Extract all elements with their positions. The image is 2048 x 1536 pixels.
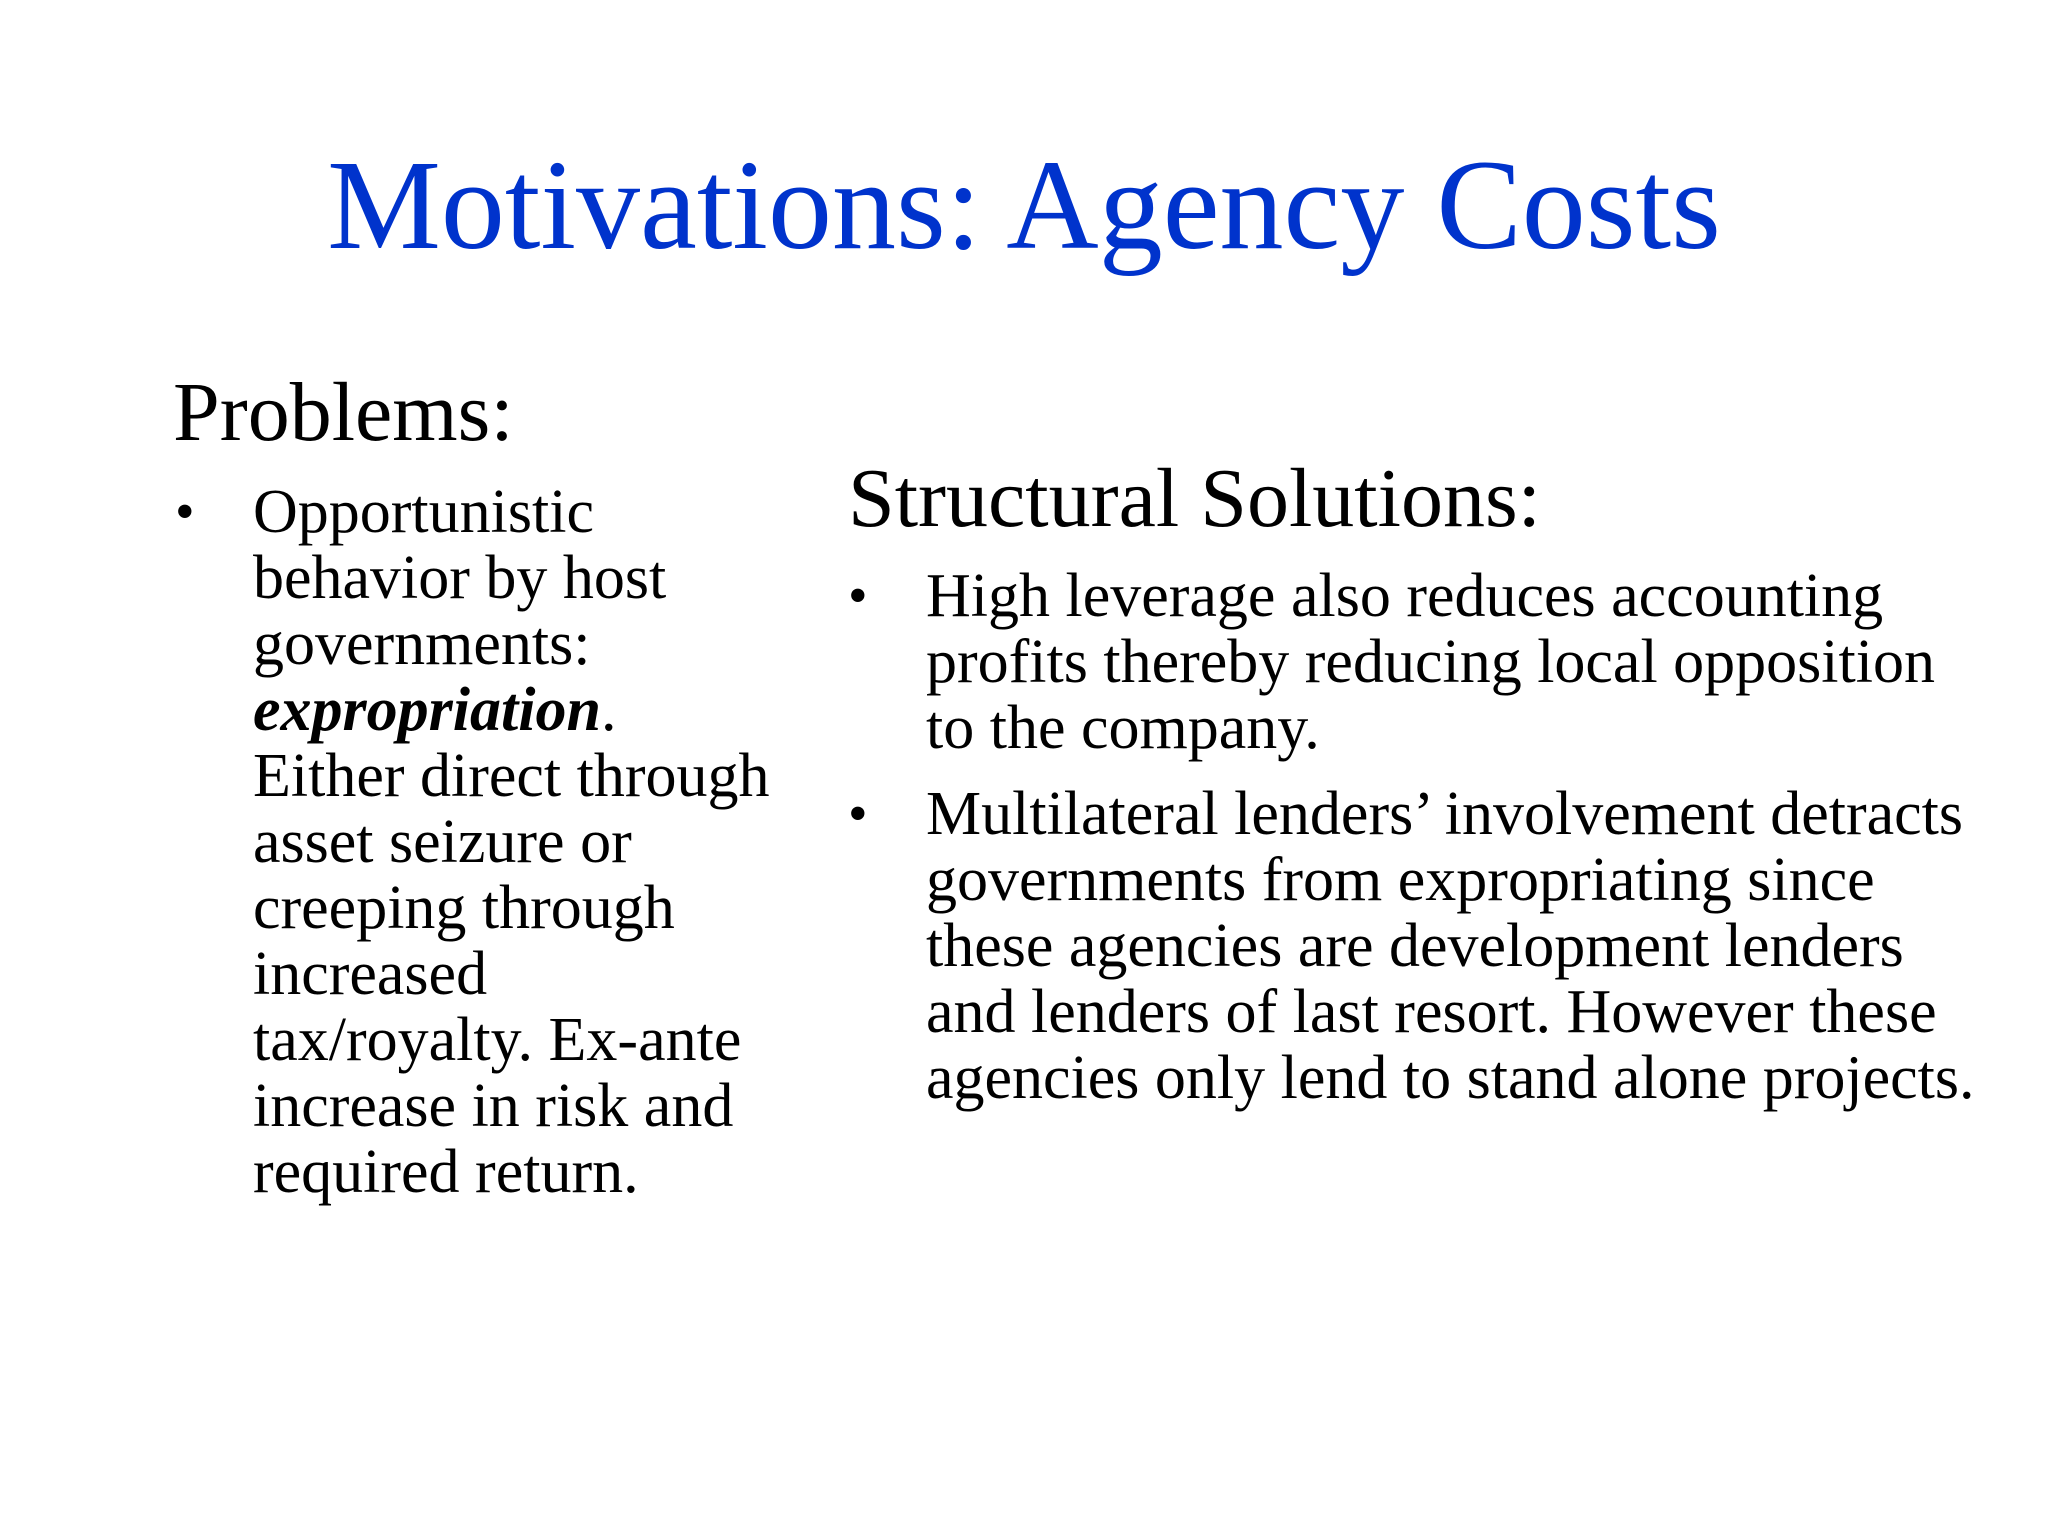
slide-title: Motivations: Agency Costs (327, 134, 1721, 276)
emphasized-term: expropriation (253, 676, 601, 744)
list-item (848, 781, 1988, 1111)
solutions-heading: Structural Solutions: (848, 452, 1541, 545)
bullet-text-part: . Either direct through asset seizure or creeping through increased tax/royalty. Ex-ante increase in risk and required return. (253, 676, 770, 1206)
problems-list (175, 479, 775, 1205)
bullet-text-part: Opportunistic behavior by host governments: (253, 478, 667, 678)
bullet-icon: • (848, 783, 868, 845)
bullet-icon: • (848, 565, 868, 627)
bullet-text: High leverage also reduces accounting profits thereby reducing local opposition to the company. (926, 562, 1935, 762)
solutions-list (848, 563, 1988, 1111)
list-item (848, 563, 1988, 761)
bullet-text: Multilateral lenders’ involvement detracts governments from expropriating since these agencies are development lenders and lenders of last resort. However these agencies only lend to stand alone projects. (926, 780, 1975, 1112)
list-item (175, 479, 775, 1205)
bullet-icon: • (175, 481, 195, 543)
bullet-text (253, 479, 775, 1205)
problems-heading: Problems: (173, 366, 514, 459)
